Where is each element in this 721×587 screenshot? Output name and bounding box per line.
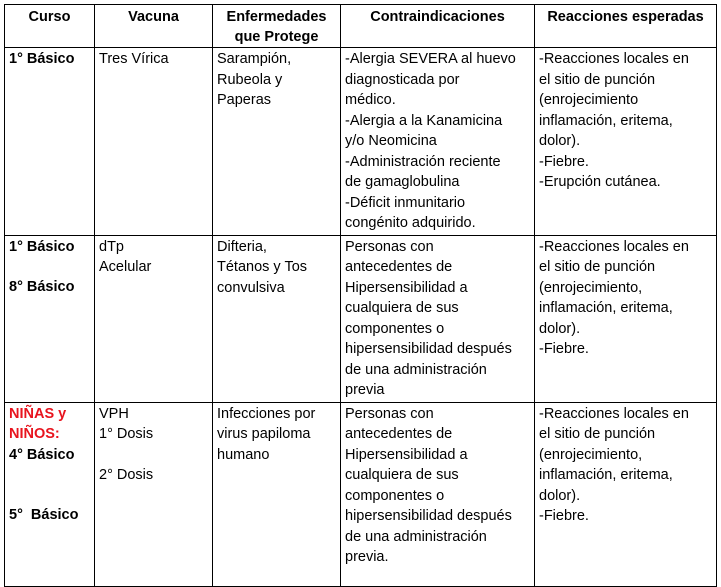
- cell-vacuna: dTp Acelular: [95, 235, 213, 402]
- table-row: [5, 48, 717, 236]
- cell-curso: 1° Básico 8° Básico: [5, 235, 95, 402]
- cell-enfermedades: Difteria, Tétanos y Tos convulsiva: [213, 235, 341, 402]
- header-curso: Curso: [5, 5, 95, 48]
- cell-vacuna: Tres Vírica: [95, 48, 213, 236]
- cell-curso: 1° Básico: [5, 48, 95, 236]
- curso-highlight: NIÑAS y: [9, 405, 67, 422]
- header-row: [5, 5, 717, 48]
- cell-contraindicaciones: -Alergia SEVERA al huevo diagnosticada por médico. -Alergia a la Kanamicina y/o Neomicina -Administración reciente de gamaglobulina -Déficit inmunitario congénito adquirido.: [341, 48, 535, 236]
- header-contraindicaciones: Contraindicaciones: [341, 5, 535, 48]
- header-reacciones: Reacciones esperadas: [535, 5, 717, 48]
- cell-contraindicaciones: Personas con antecedentes de Hipersensibilidad a cualquiera de sus componentes o hipersensibilidad después de una administración previa.: [341, 402, 535, 586]
- vaccination-table: [4, 4, 717, 587]
- table-row: [5, 235, 717, 402]
- cell-reacciones: -Reacciones locales en el sitio de punción (enrojecimiento, inflamación, eritema, dolor). -Fiebre.: [535, 235, 717, 402]
- cell-reacciones: -Reacciones locales en el sitio de punción (enrojecimiento inflamación, eritema, dolor). -Fiebre. -Erupción cutánea.: [535, 48, 717, 236]
- header-enfermedades: Enfermedades que Protege: [213, 5, 341, 48]
- cell-enfermedades: Infecciones por virus papiloma humano: [213, 402, 341, 586]
- cell-reacciones: -Reacciones locales en el sitio de punción (enrojecimiento, inflamación, eritema, dolor). -Fiebre.: [535, 402, 717, 586]
- cell-contraindicaciones: Personas con antecedentes de Hipersensibilidad a cualquiera de sus componentes o hipersensibilidad después de una administración previa: [341, 235, 535, 402]
- cell-enfermedades: Sarampión, Rubeola y Paperas: [213, 48, 341, 236]
- curso-highlight: NIÑOS:: [9, 426, 60, 442]
- header-vacuna: Vacuna: [95, 5, 213, 48]
- table-row: [5, 402, 717, 586]
- cell-vacuna: VPH 1° Dosis 2° Dosis: [95, 402, 213, 586]
- cell-curso: NIÑAS y NIÑOS: 4° Básico 5° Básico: [5, 402, 95, 586]
